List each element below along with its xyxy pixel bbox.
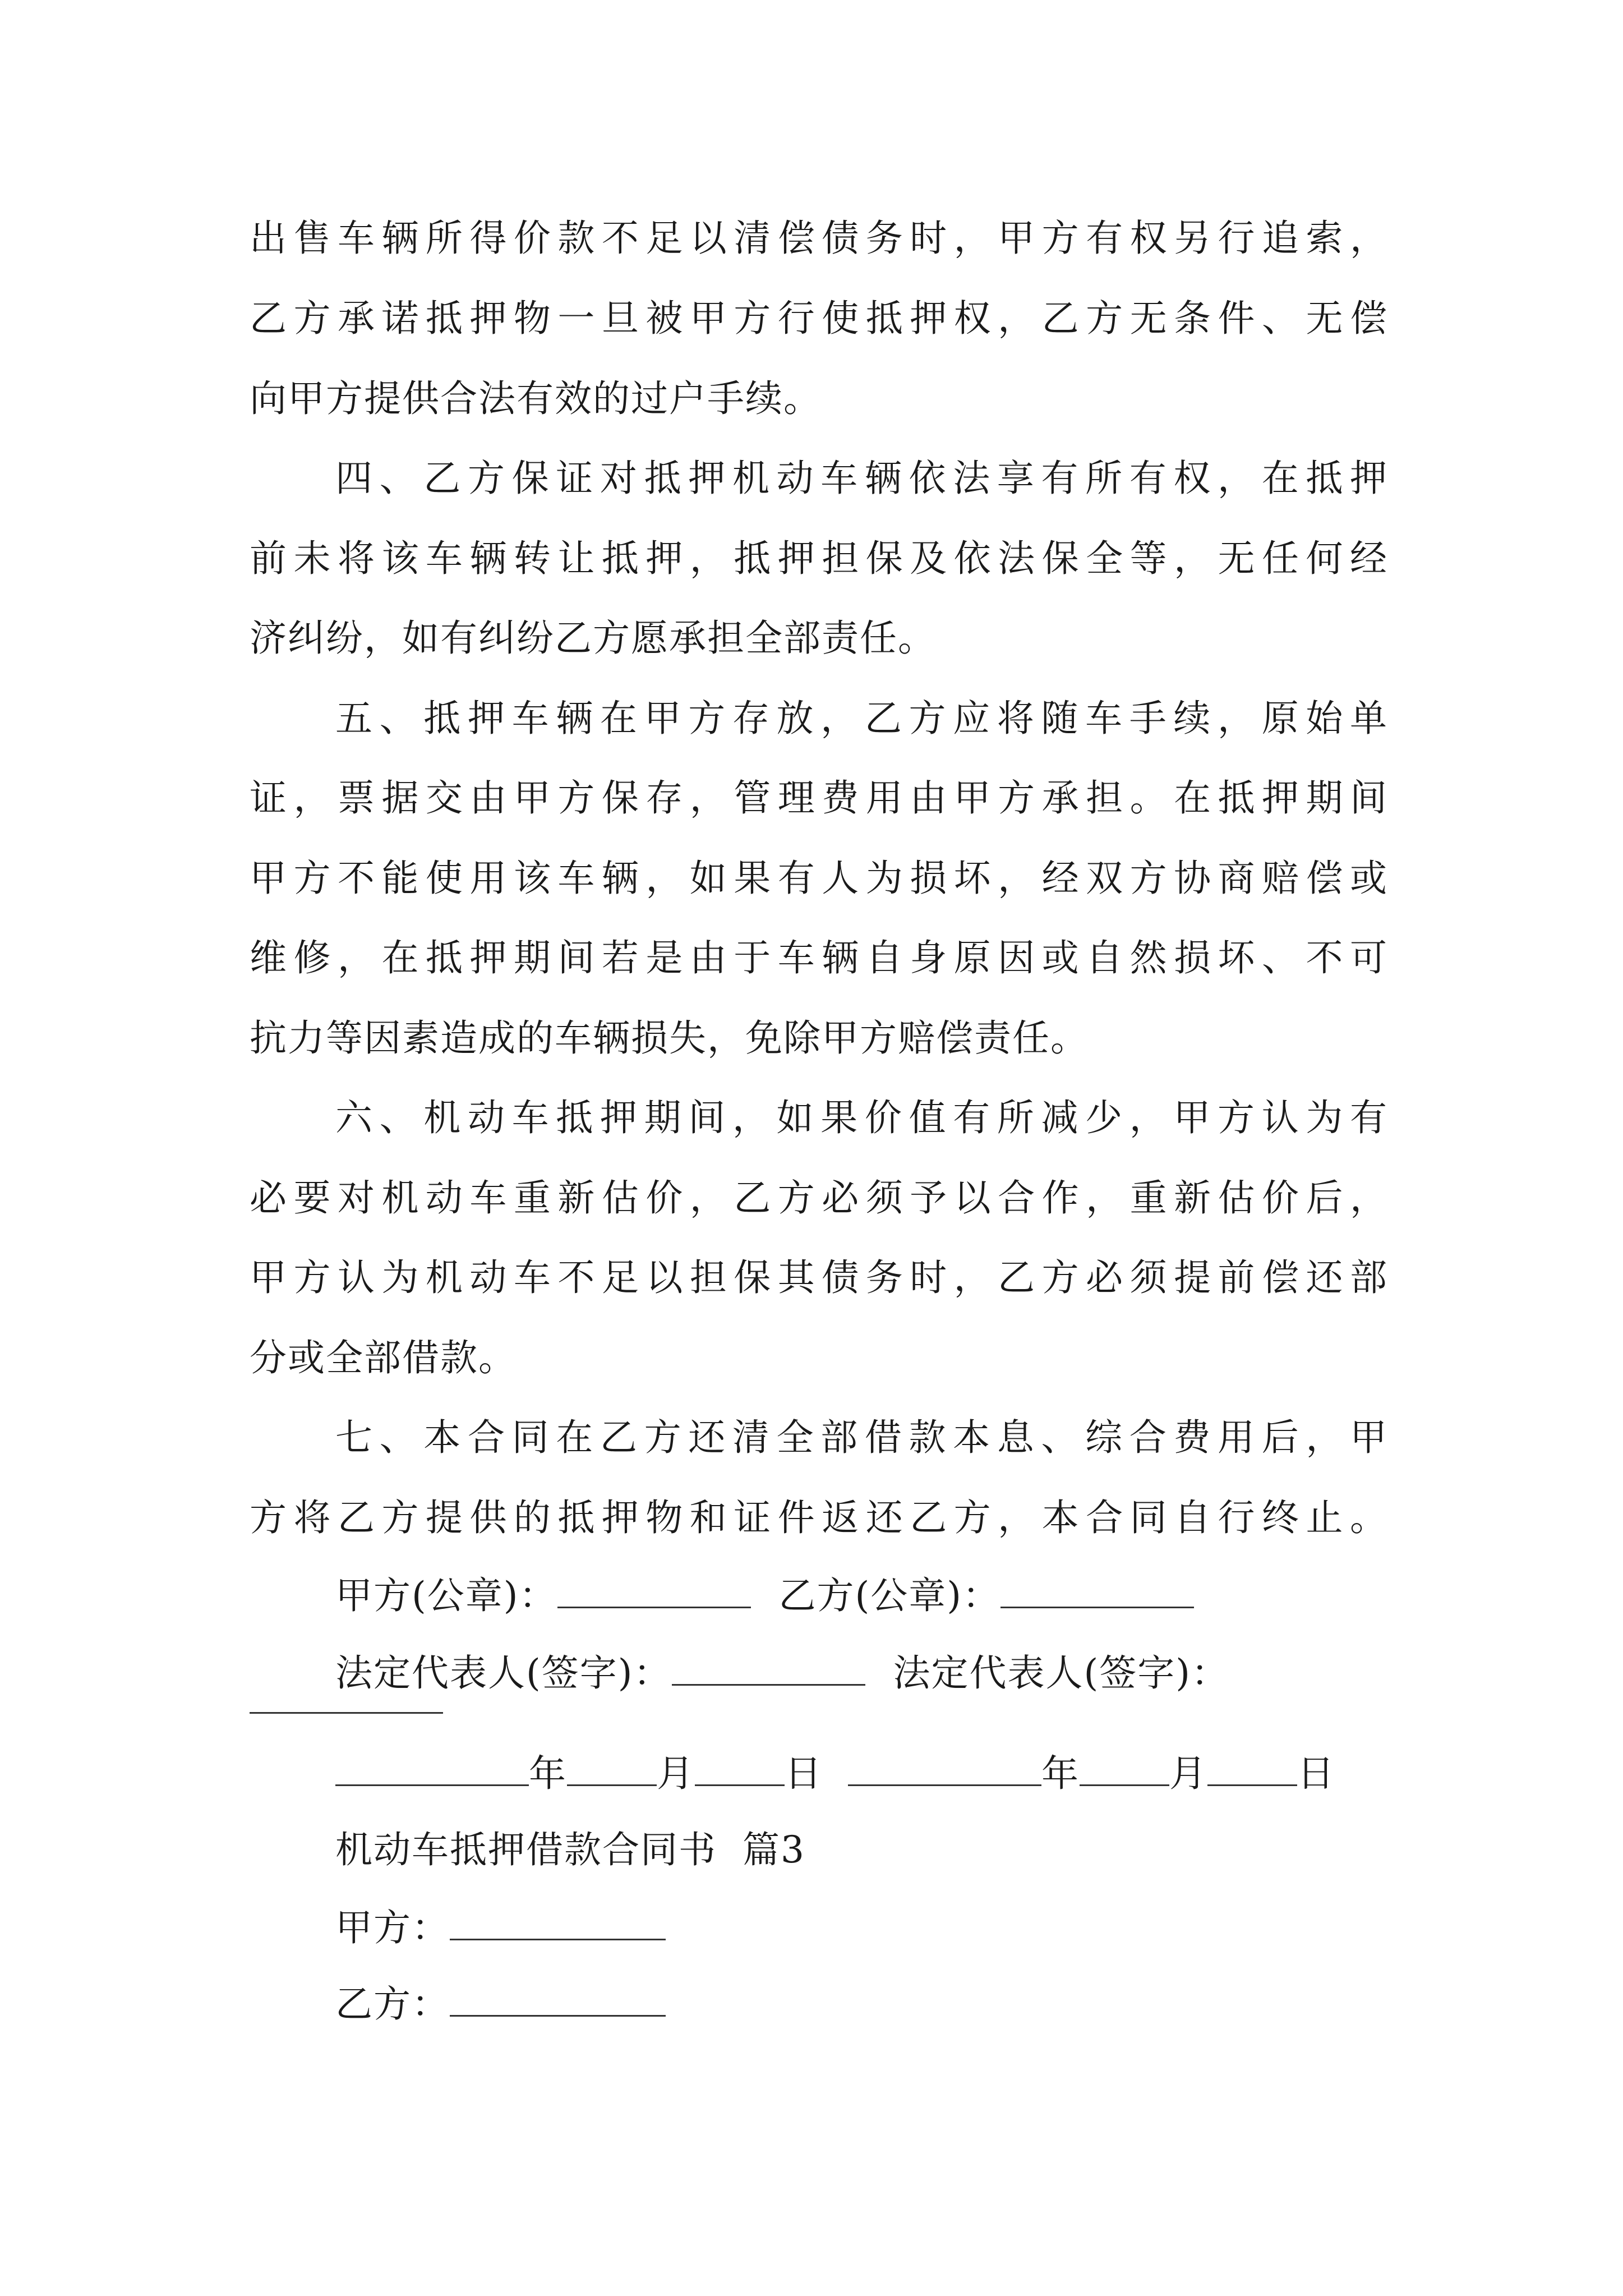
- party-b-label: 乙方：: [335, 1982, 450, 2026]
- clause-4-line: 四、乙方保证对抵押机动车辆依法享有所有权，在抵押: [335, 457, 1388, 500]
- day-a-blank[interactable]: [695, 1754, 785, 1786]
- month-b-blank[interactable]: [1080, 1754, 1169, 1786]
- body-line: 出售车辆所得价款不足以清偿债务时，甲方有权另行追索，: [250, 217, 1388, 260]
- clause-5-line: 五、抵押车辆在甲方存放，乙方应将随车手续，原始单: [335, 697, 1388, 740]
- date-row: [335, 1752, 1335, 1795]
- body-line: 必要对机动车重新估价，乙方必须予以合作，重新估价后，: [250, 1176, 1388, 1220]
- party-b-seal-label: 乙方(公章)：: [778, 1574, 1000, 1617]
- body-line: 证，票据交由甲方保存，管理费用由甲方承担。在抵押期间: [250, 776, 1388, 820]
- year-a-label: 年: [529, 1752, 567, 1795]
- day-b-label: 日: [1297, 1752, 1335, 1795]
- party-b-row: [335, 1982, 666, 2026]
- body-line: 维修，在抵押期间若是由于车辆自身原因或自然损坏、不可: [250, 936, 1388, 979]
- rep-a-blank[interactable]: [672, 1654, 865, 1686]
- rep-b-label: 法定代表人(签字)：: [893, 1651, 1229, 1695]
- party-a-blank[interactable]: [450, 1908, 666, 1940]
- party-a-row: [335, 1908, 666, 1947]
- month-a-label: 月: [657, 1752, 695, 1795]
- year-b-label: 年: [1041, 1752, 1080, 1795]
- body-line: 分或全部借款。: [250, 1336, 517, 1379]
- body-line: 前未将该车辆转让抵押，抵押担保及依法保全等，无任何经: [250, 537, 1388, 580]
- month-a-blank[interactable]: [567, 1754, 657, 1786]
- year-a-blank[interactable]: [335, 1754, 529, 1786]
- day-b-blank[interactable]: [1207, 1754, 1297, 1786]
- body-line: 济纠纷，如有纠纷乙方愿承担全部责任。: [250, 616, 936, 660]
- body-line: 甲方不能使用该车辆，如果有人为损坏，经双方协商赔偿或: [250, 857, 1388, 900]
- party-a-label: 甲方：: [335, 1906, 450, 1949]
- body-line: 向甲方提供合法有效的过户手续。: [250, 377, 822, 420]
- party-a-seal-label: 甲方(公章)：: [335, 1574, 557, 1617]
- body-line: 乙方承诺抵押物一旦被甲方行使抵押权，乙方无条件、无偿: [250, 297, 1388, 340]
- body-line: 甲方认为机动车不足以担保其债务时，乙方必须提前偿还部: [250, 1256, 1388, 1299]
- year-b-blank[interactable]: [848, 1754, 1041, 1786]
- month-b-label: 月: [1169, 1752, 1207, 1795]
- representative-row: [335, 1651, 1229, 1695]
- section-title: 机动车抵押借款合同书 篇3: [335, 1828, 805, 1871]
- clause-6-line: 六、机动车抵押期间，如果价值有所减少，甲方认为有: [335, 1096, 1388, 1139]
- body-line: 方将乙方提供的抵押物和证件返还乙方，本合同自行终止。: [250, 1496, 1388, 1539]
- party-b-blank[interactable]: [450, 1985, 666, 2017]
- party-b-seal-blank[interactable]: [1000, 1576, 1194, 1608]
- day-a-label: 日: [785, 1752, 823, 1795]
- clause-7-line: 七、本合同在乙方还清全部借款本息、综合费用后，甲: [335, 1416, 1388, 1459]
- rep-a-label: 法定代表人(签字)：: [335, 1651, 672, 1695]
- body-line: 抗力等因素造成的车辆损失，免除甲方赔偿责任。: [250, 1016, 1089, 1060]
- party-a-seal-blank[interactable]: [557, 1576, 751, 1608]
- rep-b-blank[interactable]: [250, 1712, 443, 1714]
- seal-row: [335, 1574, 1194, 1617]
